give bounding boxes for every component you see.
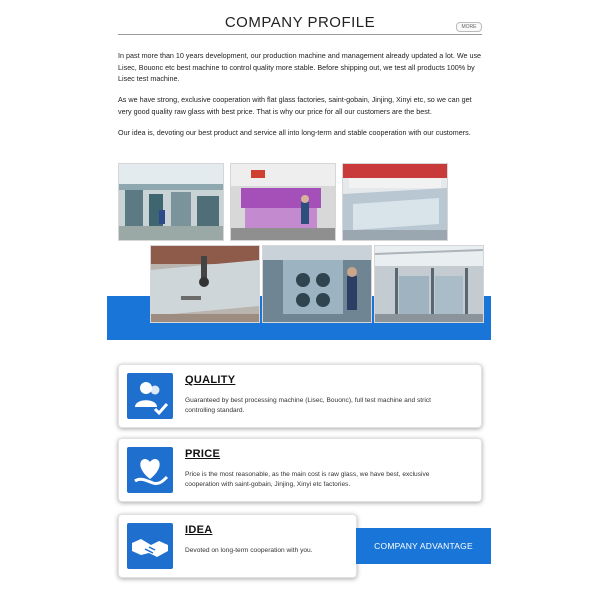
suction-lifter-photo — [262, 245, 372, 323]
more-button[interactable]: MORE — [456, 22, 482, 32]
price-text: Price is the most reasonable, as the main cost is raw glass, we have best, exclusive cooperation with saint-gobain, Jinjing, Xinyi etc factories. — [185, 471, 430, 488]
page-title: COMPANY PROFILE — [224, 14, 376, 31]
idea-text: Devoted on long-term cooperation with you. — [185, 547, 313, 554]
glass-machine-photo — [230, 163, 336, 241]
heart-hand-icon — [127, 447, 173, 493]
quality-text: Guaranteed by best processing machine (Lisec, Bouonc), full test machine and strict controlling standard. — [185, 397, 431, 414]
quality-card — [118, 364, 482, 428]
glass-handling-photo — [150, 245, 260, 323]
glass-sheets-photo — [342, 163, 448, 241]
idea-card — [118, 514, 357, 578]
intro-paragraph-2: As we have strong, exclusive cooperation with flat glass factories, saint-gobain, Jinjing, Xinyi etc, so we can get very good quality raw glass with best price. That is why our price for all our customers are the best. — [118, 95, 472, 116]
quality-title: QUALITY — [185, 374, 236, 386]
company-advantage-label: COMPANY ADVANTAGE — [374, 541, 473, 551]
title-divider — [118, 34, 482, 35]
price-title: PRICE — [185, 448, 221, 460]
price-card — [118, 438, 482, 502]
intro-paragraph-3: Our idea is, devoting our best product and service all into long-term and stable cooperation with our customers. — [118, 128, 471, 137]
warehouse-photo — [374, 245, 484, 323]
idea-title: IDEA — [185, 524, 213, 536]
factory-floor-photo — [118, 163, 224, 241]
user-check-icon — [127, 373, 173, 419]
intro-paragraph-1: In past more than 10 years development, our production machine and management already updated a lot. We use Lisec, Bouonc etc best machine to control quality more stable. Before shipping out, we test all products 100% by Lisec test machine. — [118, 51, 482, 83]
handshake-icon — [127, 523, 173, 569]
